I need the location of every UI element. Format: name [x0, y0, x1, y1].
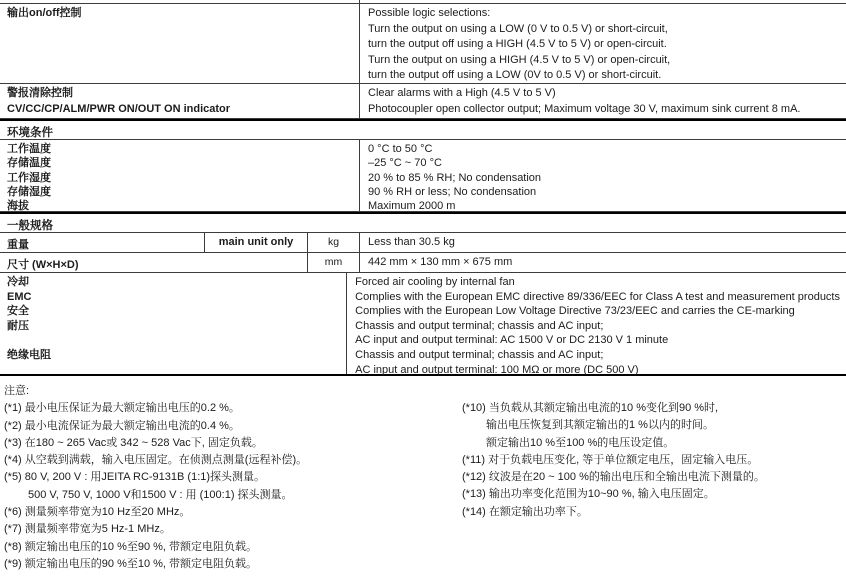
footnote-line: (*7) 测量频率带宽为5 Hz-1 MHz。	[4, 523, 171, 536]
section-header-environment: 环境条件	[0, 119, 846, 140]
spec-value-line: turn the output off using a LOW (0V to 0.5 V) or short-circuit.	[368, 69, 662, 82]
dimensions-label: 尺寸 (W×H×D)	[0, 253, 308, 272]
spec-value-line: 20 % to 85 % RH; No condensation	[368, 171, 542, 184]
footnote-line: (*13) 输出功率变化范围为10~90 %, 输入电压固定。	[462, 488, 715, 501]
spec-label-line: 安全	[7, 305, 29, 318]
row-output-onoff-control	[0, 4, 846, 84]
spec-label-line: 工作温度	[7, 143, 51, 155]
spec-value-line: Complies with the European Low Voltage Directive 73/23/EEC and carries the CE-marking	[355, 305, 795, 318]
spec-value-line: Chassis and output terminal; chassis and AC input;	[355, 319, 604, 332]
spec-label-line: 警报清除控制	[7, 87, 73, 99]
dimensions-unit: mm	[308, 253, 360, 272]
spec-label-line: CV/CC/CP/ALM/PWR ON/OUT ON indicator	[7, 102, 231, 115]
footnote-line: (*5) 80 V, 200 V : 用JEITA RC-9131B (1:1)探头测量。	[4, 471, 266, 484]
footnotes-right-list	[462, 400, 765, 521]
footnote-line: (*6) 测量频率带宽为10 Hz至20 MHz。	[4, 506, 191, 519]
weight-unit: kg	[308, 233, 360, 252]
spec-value-line: Clear alarms with a High (4.5 V to 5 V)	[368, 87, 556, 99]
spec-value-line: Turn the output on using a HIGH (4.5 V to 5 V) or open-circuit,	[368, 53, 671, 66]
spec-label	[0, 84, 360, 118]
section-header-general-specs: 一般规格	[0, 212, 846, 233]
spec-value-line: Forced air cooling by internal fan	[355, 276, 515, 288]
spec-label	[0, 273, 347, 374]
row-alarm-clear-indicator	[0, 84, 846, 119]
row-general-specs	[0, 273, 846, 376]
spec-value-line: turn the output off using a HIGH (4.5 V to 5 V) or open-circuit.	[368, 38, 667, 51]
spec-label-line: 工作湿度	[7, 171, 51, 184]
sliver-value-cell	[360, 0, 846, 3]
spec-value-line: Maximum 2000 m	[368, 200, 456, 213]
spec-label-line: 海拔	[7, 200, 29, 213]
spec-label-line: 耐压	[7, 319, 29, 332]
spec-value	[360, 84, 846, 118]
spec-label	[0, 4, 360, 83]
spec-label-line: 冷却	[7, 276, 29, 288]
row-environment-conditions	[0, 140, 846, 212]
footnotes-left-column	[4, 383, 307, 573]
footnote-line: (*2) 最小电流保证为最大额定输出电流的0.4 %。	[4, 419, 240, 432]
spec-value-line: Photocoupler open collector output; Maximum voltage 30 V, maximum sink current 8 mA.	[368, 102, 801, 115]
spec-label-line: 存储温度	[7, 157, 51, 170]
footnote-line: 额定输出10 %至100 %的电压设定值。	[486, 436, 675, 449]
footnote-line: (*11) 对于负载电压变化, 等于单位额定电压，固定输入电压。	[462, 453, 759, 466]
footnotes-title: 注意:	[4, 385, 30, 397]
dimensions-value: 442 mm × 130 mm × 675 mm	[368, 256, 513, 268]
footnotes-right-column	[462, 400, 765, 521]
spec-value-line: Complies with the European EMC directive 89/336/EEC for Class A test and measurement products	[355, 290, 840, 303]
footnote-line: 500 V, 750 V, 1000 V和1500 V : 用 (100:1) 探头测量。	[28, 488, 293, 501]
footnote-line: (*9) 额定输出电压的90 %至10 %, 带额定电阻负载。	[4, 557, 258, 570]
spec-label-line	[7, 333, 340, 348]
row-dimensions	[0, 253, 846, 273]
weight-scope-label: main unit only	[205, 233, 308, 252]
sliver-label-cell	[0, 0, 360, 3]
spec-value-line: –25 °C ~ 70 °C	[368, 157, 442, 170]
footnote-line: 输出电压恢复到其额定输出的1 %以内的时间。	[486, 419, 714, 432]
footnote-line: (*14) 在额定输出功率下。	[462, 505, 588, 518]
spec-label-line: EMC	[7, 290, 32, 303]
weight-value: Less than 30.5 kg	[368, 236, 455, 248]
spec-value-line: AC input and output terminal: AC 1500 V or DC 2130 V 1 minute	[355, 334, 669, 347]
spec-value	[347, 273, 846, 374]
spec-label-line: 绝缘电阻	[7, 348, 51, 361]
spec-value-line: 0 °C to 50 °C	[368, 143, 433, 155]
spec-label-line: 存储湿度	[7, 185, 51, 198]
footnote-line: (*1) 最小电压保证为最大额定输出电压的0.2 %。	[4, 402, 240, 415]
spec-value	[360, 4, 846, 83]
spec-value-line: 90 % RH or less; No condensation	[368, 185, 537, 198]
row-weight	[0, 233, 846, 253]
spec-value-line: Chassis and output terminal; chassis and AC input;	[355, 348, 604, 361]
weight-label: 重量	[0, 233, 205, 252]
spec-value	[360, 140, 846, 211]
footnotes-left-list	[4, 400, 307, 573]
spec-value-line: AC input and output terminal: 100 MΩ or more (DC 500 V)	[355, 363, 639, 376]
footnote-line: (*3) 在180 ~ 265 Vac或 342 ~ 528 Vac下, 固定负载。	[4, 436, 263, 449]
spec-label-text: 输出on/off控制	[7, 7, 82, 19]
footnote-line: (*8) 额定输出电压的10 %至90 %, 带额定电阻负载。	[4, 540, 258, 553]
spec-label	[0, 140, 360, 211]
spec-value-line: Possible logic selections:	[368, 7, 491, 19]
footnote-line: (*10) 当负载从其额定输出电流的10 %变化到90 %时,	[462, 402, 719, 414]
footnote-line: (*4) 从空载到满载，输入电压固定。在侦测点测量(远程补偿)。	[4, 454, 308, 467]
footnote-line: (*12) 纹波是在20 ~ 100 %的输出电压和全输出电流下测量的。	[462, 471, 765, 484]
spec-value-line: Turn the output on using a LOW (0 V to 0.5 V) or short-circuit,	[368, 22, 668, 35]
